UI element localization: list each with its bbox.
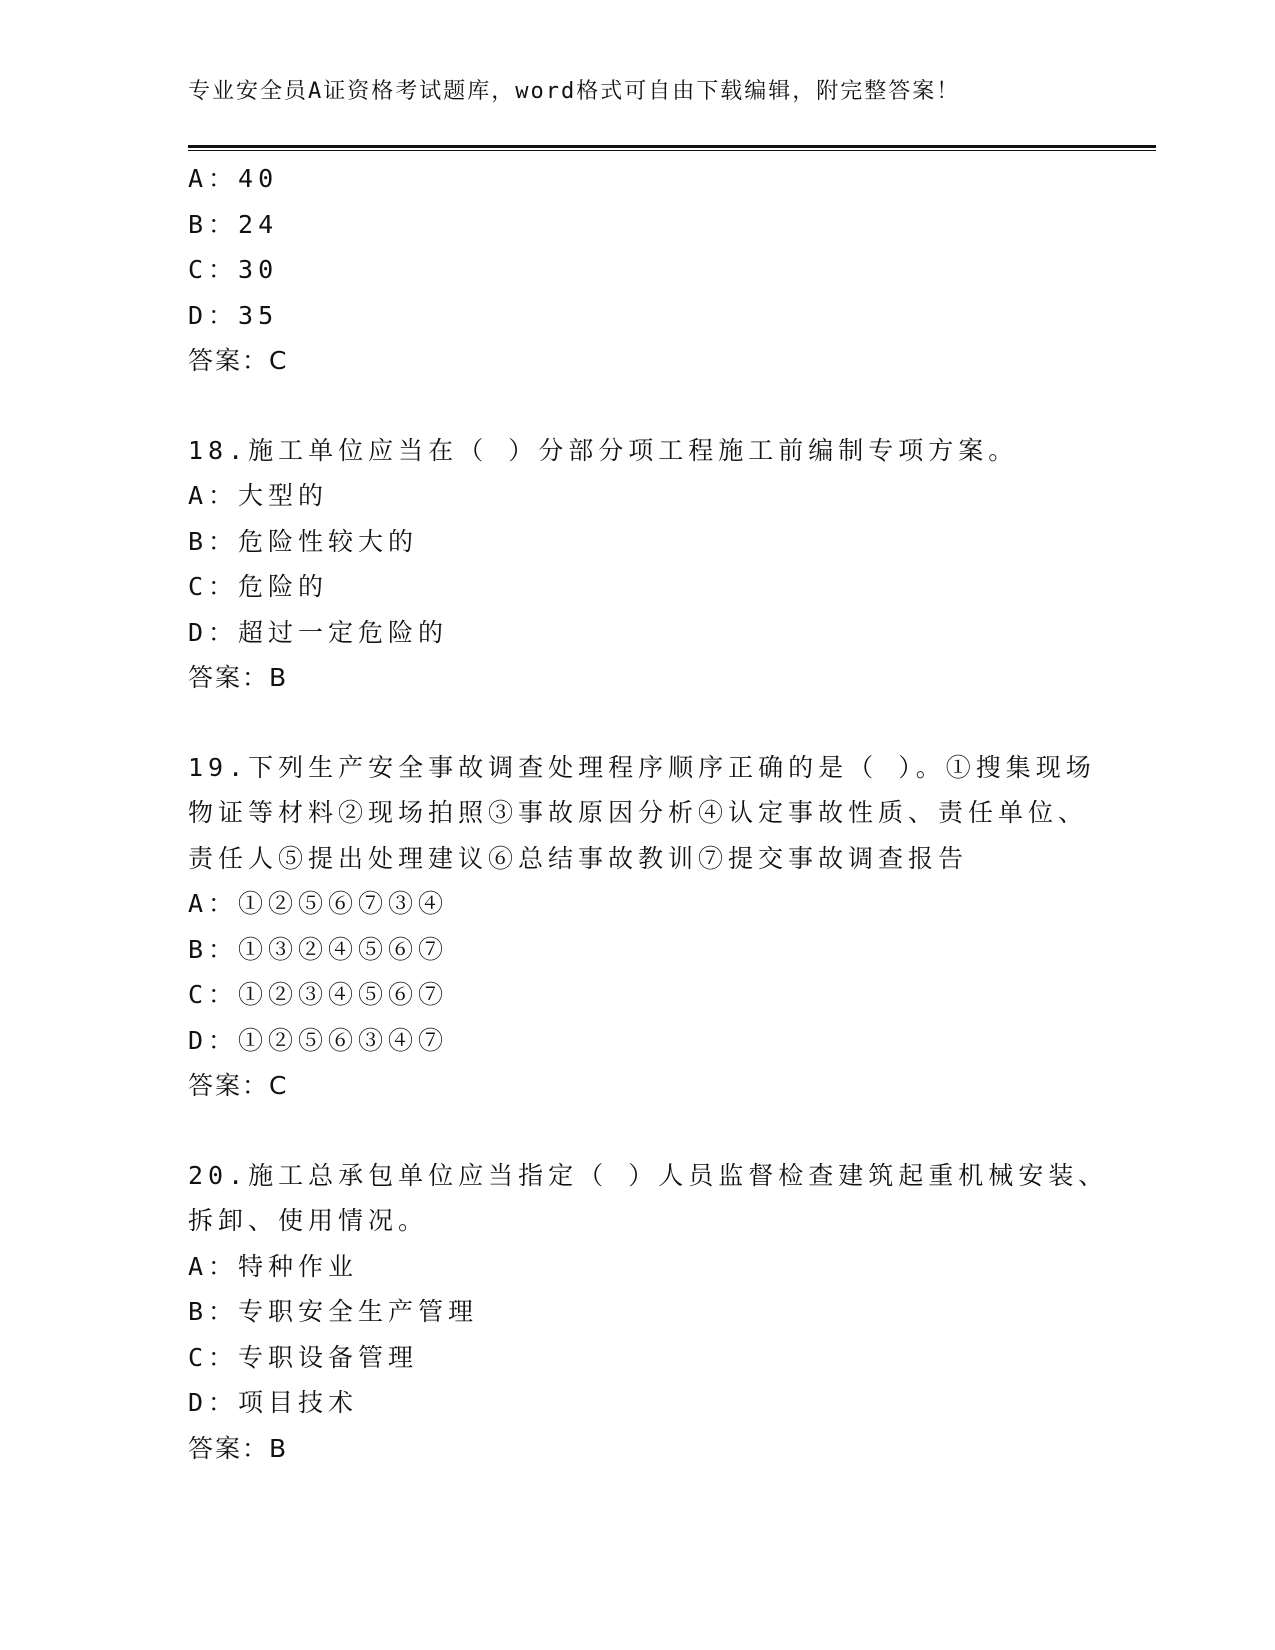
question-list	[188, 156, 1109, 1471]
question-stem-line-1: 19.下列生产安全事故调查处理程序顺序正确的是（ ）。①搜集现场	[188, 752, 1096, 782]
question-17-tail	[188, 156, 1088, 384]
option-a: A：40	[188, 164, 279, 193]
question-stem-line-2: 物证等材料②现场拍照③事故原因分析④认定事故性质、责任单位、	[188, 798, 1089, 827]
option-c: C：30	[188, 255, 279, 284]
question-stem-line-2: 拆卸、使用情况。	[188, 1206, 429, 1235]
option-d: D：35	[188, 300, 279, 330]
question-19	[188, 745, 1096, 1109]
option-c: C：危险的	[188, 572, 329, 601]
question-stem-line-1: 20.施工总承包单位应当指定（ ）人员监督检查建筑起重机械安装、	[188, 1160, 1109, 1190]
answer: 答案：C	[188, 346, 289, 375]
answer: 答案：B	[188, 663, 289, 692]
question-stem-line-3: 责任人⑤提出处理建议⑥总结事故教训⑦提交事故调查报告	[188, 843, 969, 873]
option-b: B：专职安全生产管理	[188, 1297, 479, 1326]
header-rule	[188, 145, 1156, 148]
option-c: C：①②③④⑤⑥⑦	[188, 980, 449, 1009]
option-b: B：危险性较大的	[188, 526, 419, 556]
option-d: D：超过一定危险的	[188, 617, 449, 647]
question-18	[188, 428, 1088, 701]
option-b: B：24	[188, 209, 279, 239]
option-b: B：①③②④⑤⑥⑦	[188, 934, 449, 964]
option-d: D：①②⑤⑥③④⑦	[188, 1025, 449, 1055]
option-a: A：①②⑤⑥⑦③④	[188, 889, 449, 918]
option-a: A：大型的	[188, 481, 329, 510]
answer: 答案：C	[188, 1071, 289, 1100]
header-rule-thin	[188, 150, 1156, 151]
answer: 答案：B	[188, 1433, 289, 1463]
option-a: A：特种作业	[188, 1251, 359, 1281]
option-c: C：专职设备管理	[188, 1342, 419, 1372]
question-stem: 18.施工单位应当在（ ）分部分项工程施工前编制专项方案。	[188, 435, 1019, 465]
option-d: D：项目技术	[188, 1388, 359, 1417]
question-20	[188, 1153, 1109, 1472]
page-header: 专业安全员A证资格考试题库，word格式可自由下载编辑，附完整答案！	[188, 79, 961, 104]
